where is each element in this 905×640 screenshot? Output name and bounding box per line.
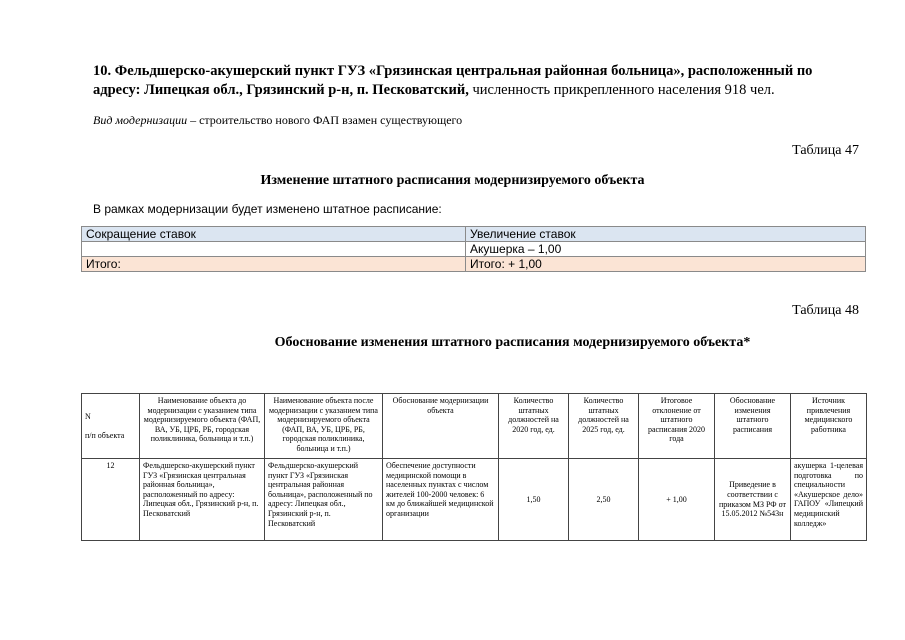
modernization-type-value: – строительство нового ФАП взамен существующего: [187, 113, 463, 127]
total-reduction: Итого:: [82, 257, 466, 272]
section-heading-bold: 10. Фельдшерско-акушерский пункт ГУЗ «Грязинская центральная районная больница», расположенный по адресу: Липецкая обл., Грязинский р-н, п. Песковатский,: [93, 63, 813, 98]
section-heading: [93, 62, 853, 100]
cell-before: Фельдшерско-акушерский пункт ГУЗ «Грязинская центральная районная больница», расположенный по адресу: Липецкая обл., Грязинский р-н, п. Песковатский: [140, 459, 265, 541]
modernization-type: [93, 113, 462, 128]
header-change-reason: Обоснование изменения штатного расписания: [715, 394, 791, 459]
header-justification: Обоснование модернизации объекта: [383, 394, 499, 459]
table-row: [82, 459, 867, 541]
header-n: [82, 394, 140, 459]
section-heading-population: численность прикрепленного населения 918 чел.: [468, 82, 775, 98]
staff-justification-table: [81, 393, 867, 541]
header-deviation: Итоговое отклонение от штатного расписания 2020 года: [639, 394, 715, 459]
table-header-row: [82, 227, 866, 242]
header-n-bottom: п/п объекта: [85, 430, 125, 440]
table-header-row: [82, 394, 867, 459]
table-row: [82, 242, 866, 257]
table-48-caption: Обоснование изменения штатного расписания модернизируемого объекта*: [274, 335, 751, 350]
header-reduction: Сокращение ставок: [82, 227, 466, 242]
cell-deviation: + 1,00: [639, 459, 715, 541]
cell-justification: Обеспечение доступности медицинской помощи в населенных пунктах с числом жителей 100-2000 человек: 6 км до ближайшей медицинской организации: [383, 459, 499, 541]
cell-source: акушерка 1-целевая подготовка по специальности «Акушерское дело» ГАПОУ «Липецкий медицинский колледж»: [791, 459, 867, 541]
staff-change-table: [81, 226, 866, 272]
cell-change-reason: Приведение в соответствии с приказом МЗ РФ от 15.05.2012 №543н: [715, 459, 791, 541]
table-47-intro: В рамках модернизации будет изменено штатное расписание:: [93, 202, 442, 216]
header-increase: Увеличение ставок: [466, 227, 866, 242]
total-increase: Итого: + 1,00: [466, 257, 866, 272]
cell-after: Фельдшерско-акушерский пункт ГУЗ «Грязинская центральная районная больница», расположенный по адресу: Липецкая обл., Грязинский р-н, п. Песковатский: [265, 459, 383, 541]
cell-increase: Акушерка – 1,00: [466, 242, 866, 257]
cell-reduction: [82, 242, 466, 257]
table-47-number: Таблица 47: [792, 143, 859, 158]
modernization-type-label: Вид модернизации: [93, 113, 188, 127]
header-after: Наименование объекта после модернизации с указанием типа модернизируемого объекта (ФАП, ВА, УБ, ЦРБ, РБ, городская поликлиника, больница и т.п.): [265, 394, 383, 459]
table-47-caption: Изменение штатного расписания модернизируемого объекта: [260, 173, 645, 188]
cell-count-2025: 2,50: [569, 459, 639, 541]
table-total-row: [82, 257, 866, 272]
header-n-top: N: [85, 411, 91, 421]
header-count-2025: Количество штатных должностей на 2025 год, ед.: [569, 394, 639, 459]
cell-n: 12: [82, 459, 140, 541]
header-source: Источник привлечения медицинского работника: [791, 394, 867, 459]
cell-count-2020: 1,50: [499, 459, 569, 541]
table-48-number: Таблица 48: [792, 303, 859, 318]
header-before: Наименование объекта до модернизации с указанием типа модернизируемого объекта (ФАП, ВА, УБ, ЦРБ, РБ, городская поликлиника, больница и т.п.): [140, 394, 265, 459]
header-count-2020: Количество штатных должностей на 2020 год, ед.: [499, 394, 569, 459]
